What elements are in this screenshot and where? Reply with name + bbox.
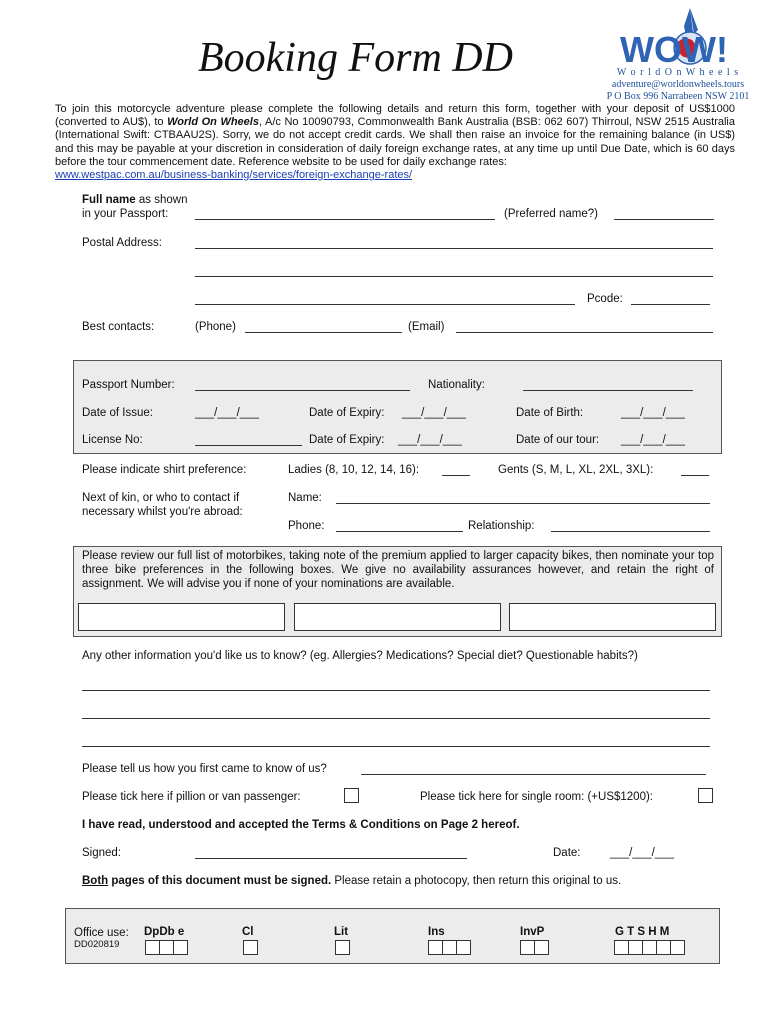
pillion-checkbox[interactable]: [344, 788, 359, 803]
office-invp-label: InvP: [520, 926, 545, 938]
date-of-expiry-field[interactable]: ___/___/___: [402, 407, 466, 419]
office-dpdbe-label: DpDb e: [144, 926, 185, 938]
email-label: (Email): [408, 321, 445, 333]
pillion-label: Please tick here if pillion or van passenger:: [82, 791, 301, 803]
email-field[interactable]: [456, 332, 713, 333]
page-title: Booking Form DD: [198, 35, 513, 81]
other-info-line-1[interactable]: [82, 690, 710, 691]
referral-field[interactable]: [361, 774, 706, 775]
nationality-label: Nationality:: [428, 379, 485, 391]
single-room-label: Please tick here for single room: (+US$1200):: [420, 791, 653, 803]
gents-size-label: Gents (S, M, L, XL, 2XL, 3XL):: [498, 464, 654, 476]
date-of-expiry-label: Date of Expiry:: [309, 407, 385, 419]
ladies-size-label: Ladies (8, 10, 12, 14, 16):: [288, 464, 420, 476]
postal-address-label: Postal Address:: [82, 237, 162, 249]
kin-relationship-label: Relationship:: [468, 520, 535, 532]
tour-date-label: Date of our tour:: [516, 434, 600, 446]
sign-date-field[interactable]: ___/___/___: [610, 847, 674, 859]
date-of-birth-label: Date of Birth:: [516, 407, 584, 419]
gents-size-field[interactable]: [681, 475, 709, 476]
terms-acceptance: I have read, understood and accepted the Terms & Conditions on Page 2 hereof.: [82, 819, 520, 831]
bike-choice-2-box[interactable]: [294, 603, 501, 631]
signature-field[interactable]: [195, 858, 467, 859]
ladies-size-field[interactable]: [442, 475, 470, 476]
bike-preference-text: Please review our full list of motorbikes, taking note of the premium applied to larger capacity bikes, then nominate your top three bike preferences in the following boxes. We give no availability assurances however, and retain the right of assignment. We will advise you if none of your nominations are available.: [82, 550, 714, 590]
fullname-label-2: in your Passport:: [82, 208, 169, 220]
passport-number-field[interactable]: [195, 390, 410, 391]
date-of-issue-field[interactable]: ___/___/___: [195, 407, 259, 419]
office-gtshm-label: G T S H M: [615, 926, 670, 938]
bike-choice-3-box[interactable]: [509, 603, 716, 631]
license-no-label: License No:: [82, 434, 143, 446]
company-address: P O Box 996 Narrabeen NSW 2101: [606, 91, 750, 102]
other-info-line-2[interactable]: [82, 718, 710, 719]
kin-phone-field[interactable]: [336, 531, 463, 532]
office-invp-boxes[interactable]: [520, 940, 548, 960]
office-gtshm-boxes[interactable]: [614, 940, 684, 960]
sign-date-label: Date:: [553, 847, 581, 859]
phone-label: (Phone): [195, 321, 236, 333]
passport-number-label: Passport Number:: [82, 379, 175, 391]
preferred-name-label: (Preferred name?): [504, 208, 598, 220]
company-email: adventure@worldonwheels.tours: [611, 79, 745, 90]
office-cl-label: Cl: [242, 926, 254, 938]
date-of-birth-field[interactable]: ___/___/___: [621, 407, 685, 419]
bike-choice-1-box[interactable]: [78, 603, 285, 631]
pcode-field[interactable]: [631, 304, 710, 305]
office-cl-box[interactable]: [243, 940, 258, 955]
next-of-kin-label: Next of kin, or who to contact if: [82, 492, 240, 504]
kin-name-field[interactable]: [336, 503, 710, 504]
globe-star-icon: [598, 6, 758, 76]
office-dpdbe-boxes[interactable]: [145, 940, 187, 960]
shirt-preference-label: Please indicate shirt preference:: [82, 464, 247, 476]
kin-phone-label: Phone:: [288, 520, 325, 532]
postal-address-line-2[interactable]: [195, 276, 713, 277]
other-info-question: Any other information you'd like us to know? (eg. Allergies? Medications? Special diet? Questionable habits?): [82, 650, 638, 662]
office-lit-label: Lit: [334, 926, 349, 938]
both-pages-notice: Both pages of this document must be signed. Please retain a photocopy, then return this original to us.: [82, 875, 622, 887]
referral-question: Please tell us how you first came to know of us?: [82, 763, 327, 775]
kin-relationship-field[interactable]: [551, 531, 710, 532]
next-of-kin-label-2: necessary whilst you're abroad:: [82, 506, 243, 518]
postal-address-line-1[interactable]: [195, 248, 713, 249]
license-expiry-field[interactable]: ___/___/___: [398, 434, 462, 446]
other-info-line-3[interactable]: [82, 746, 710, 747]
license-no-field[interactable]: [195, 445, 302, 446]
form-code: DD020819: [74, 939, 120, 950]
office-use-label: Office use:: [74, 927, 129, 939]
single-room-checkbox[interactable]: [698, 788, 713, 803]
office-ins-boxes[interactable]: [428, 940, 470, 960]
exchange-rate-link[interactable]: www.westpac.com.au/business-banking/services/foreign-exchange-rates/: [55, 169, 413, 182]
nationality-field[interactable]: [523, 390, 693, 391]
best-contacts-label: Best contacts:: [82, 321, 155, 333]
kin-name-label: Name:: [288, 492, 322, 504]
phone-field[interactable]: [245, 332, 402, 333]
company-name: W o r l d O n W h e e l s: [616, 67, 740, 78]
fullname-label: Full name as shown: [82, 194, 188, 206]
company-name-bold: World On Wheels: [167, 116, 259, 129]
tour-date-field[interactable]: ___/___/___: [621, 434, 685, 446]
signed-label: Signed:: [82, 847, 122, 859]
fullname-field[interactable]: [195, 219, 495, 220]
postal-address-line-3[interactable]: [195, 304, 575, 305]
date-of-issue-label: Date of Issue:: [82, 407, 153, 419]
pcode-label: Pcode:: [587, 293, 623, 305]
logo-wordmark: WOW!: [620, 29, 728, 70]
preferred-name-field[interactable]: [614, 219, 714, 220]
intro-paragraph: To join this motorcycle adventure please complete the following details and return this form, together with your deposit of US$1000 (converted to AU$), to World On Wheels, A/c No 10090793, Commonwealth Bank Australia (BSB: 062 607) Thirroul, NSW 2515 Australia (International Swift: CTBAAU2S). Sorry, we do not accept credit cards. We shall then raise an invoice for the remaining balance (in US$) and this may be payable at your discretion in consideration of daily foreign exchange rates, at any time up until Due Date, which is 60 days before the tour commencement date. Reference website to be used for daily exchange rates: www.westpac.com.au/business-banking/services/foreign-exchange-rates/: [55, 103, 735, 182]
office-lit-box[interactable]: [335, 940, 350, 955]
license-expiry-label: Date of Expiry:: [309, 434, 385, 446]
office-ins-label: Ins: [428, 926, 445, 938]
